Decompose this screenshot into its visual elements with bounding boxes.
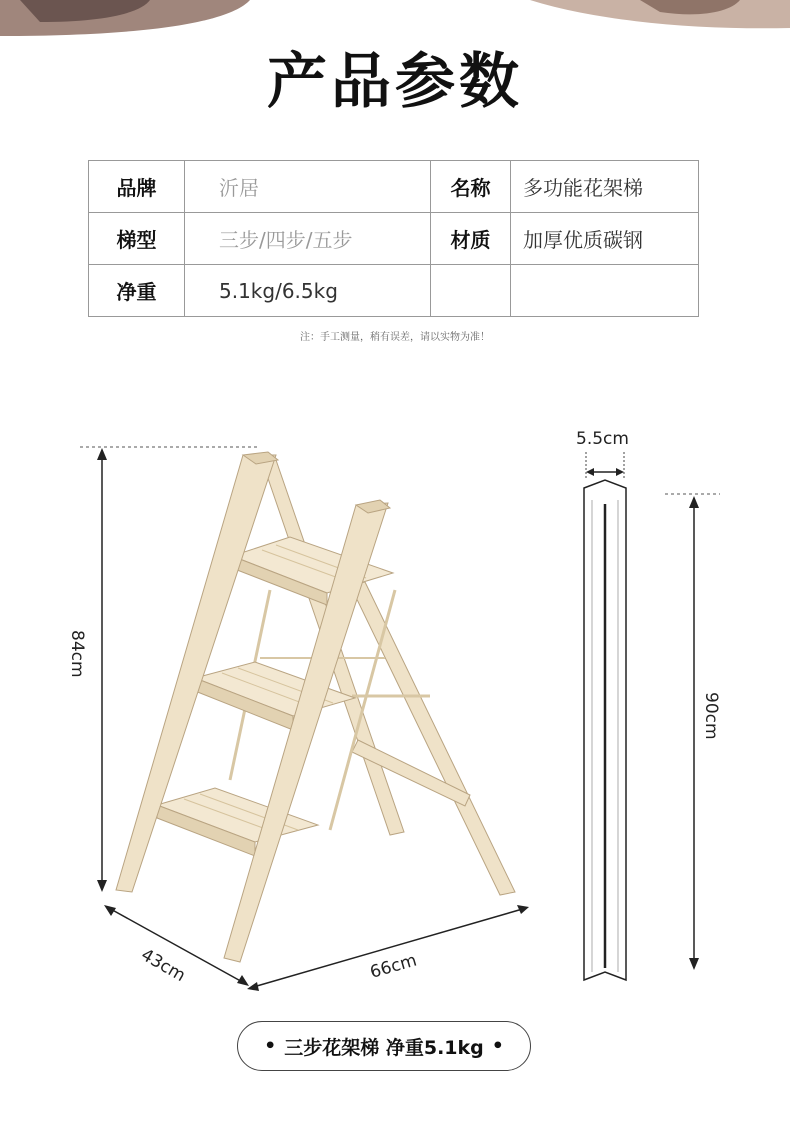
caption-pill [237,1021,531,1071]
weight-label: 净重 [89,265,185,317]
empty-cell [431,265,511,317]
arrow-up-icon [689,496,699,508]
arrow-right-icon [237,975,249,986]
folded-height-label: 90cm [701,692,721,740]
thickness-label: 5.5cm [576,429,629,449]
table-row [89,161,699,213]
arrow-right-icon [616,468,624,476]
depth-label: 43cm [137,945,189,987]
spec-table [88,160,699,317]
name-value: 多功能花架梯 [511,161,699,213]
measurement-note: 注：手工测量，稍有误差，请以实物为准！ [300,332,490,343]
material-label: 材质 [431,213,511,265]
bullet-dot-icon: • [264,1035,277,1057]
caption-text: 三步花架梯 净重5.1kg [284,1036,484,1059]
weight-value: 5.1kg/6.5kg [185,265,431,317]
back-leg-right [350,582,515,895]
type-value: 三步/四步/五步 [185,213,431,265]
arrow-down-icon [689,958,699,970]
brand-label: 品牌 [89,161,185,213]
material-value: 加厚优质碳钢 [511,213,699,265]
arrow-up-icon [97,448,107,460]
photo-strip [0,0,790,40]
bullet-dot-icon: • [491,1035,504,1057]
table-row [89,265,699,317]
height-label: 84cm [67,630,87,678]
arrow-left-icon [586,468,594,476]
name-label: 名称 [431,161,511,213]
empty-cell [511,265,699,317]
width-label: 66cm [367,950,420,983]
brand-value: 沂居 [185,161,431,213]
arrow-down-icon [97,880,107,892]
folded-ladder [584,480,626,980]
top-product-photo [0,0,790,40]
bottom-step [157,788,318,856]
arrow-left-icon [247,982,259,991]
page-title: 产品参数 [267,47,523,117]
arrow-left-icon [104,905,116,916]
dimension-diagram [0,400,790,1000]
ladder-illustration [116,452,515,962]
table-row [89,213,699,265]
type-label: 梯型 [89,213,185,265]
